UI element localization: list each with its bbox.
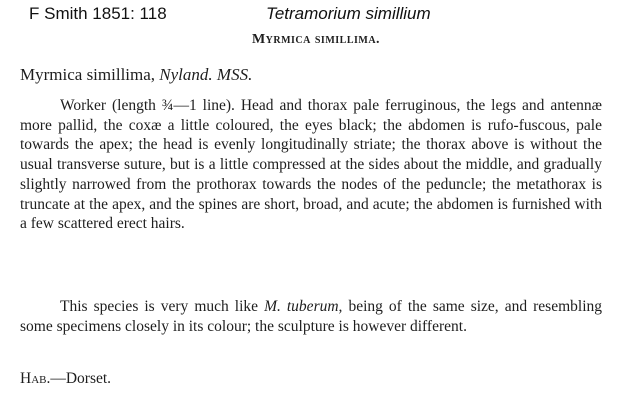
comparison-species: M. tuberum, bbox=[264, 298, 343, 315]
citation-reference: F Smith 1851: 118 bbox=[29, 4, 167, 23]
comparison-after: being of the same size, and resembling some specimens closely in its colour; the sculpture is however different. bbox=[20, 298, 602, 335]
habitat-value: —Dorset. bbox=[50, 370, 112, 387]
species-heading: Myrmica simillima. bbox=[251, 32, 381, 47]
worker-description: Worker (length ¾—1 line). Head and thorax pale ferruginous, the legs and antennæ more pallid, the coxæ a little coloured, the eyes black; the abdomen is rufo-fuscous, pale towards the apex; the head is evenly longitudinally striate; the thorax above is without the usual transverse suture, but is a little compressed at the sides about the middle, and gradually slightly narrowed from the prothorax towards the nodes of the peduncle; the metathorax is truncate at the apex, and the spines are short, broad, and acute; the abdomen is furnished with a few scattered erect hairs. bbox=[20, 97, 602, 233]
species-name: Myrmica simillima, bbox=[20, 65, 156, 84]
comparison-before: This species is very much like bbox=[60, 298, 259, 315]
comparison-paragraph bbox=[20, 297, 602, 336]
species-name-line bbox=[20, 65, 252, 85]
species-caption: Tetramorium simillium bbox=[266, 4, 431, 23]
species-authority: Nyland. MSS. bbox=[159, 65, 253, 84]
habitat-label: Hab. bbox=[20, 370, 51, 387]
habitat-line bbox=[20, 370, 111, 388]
